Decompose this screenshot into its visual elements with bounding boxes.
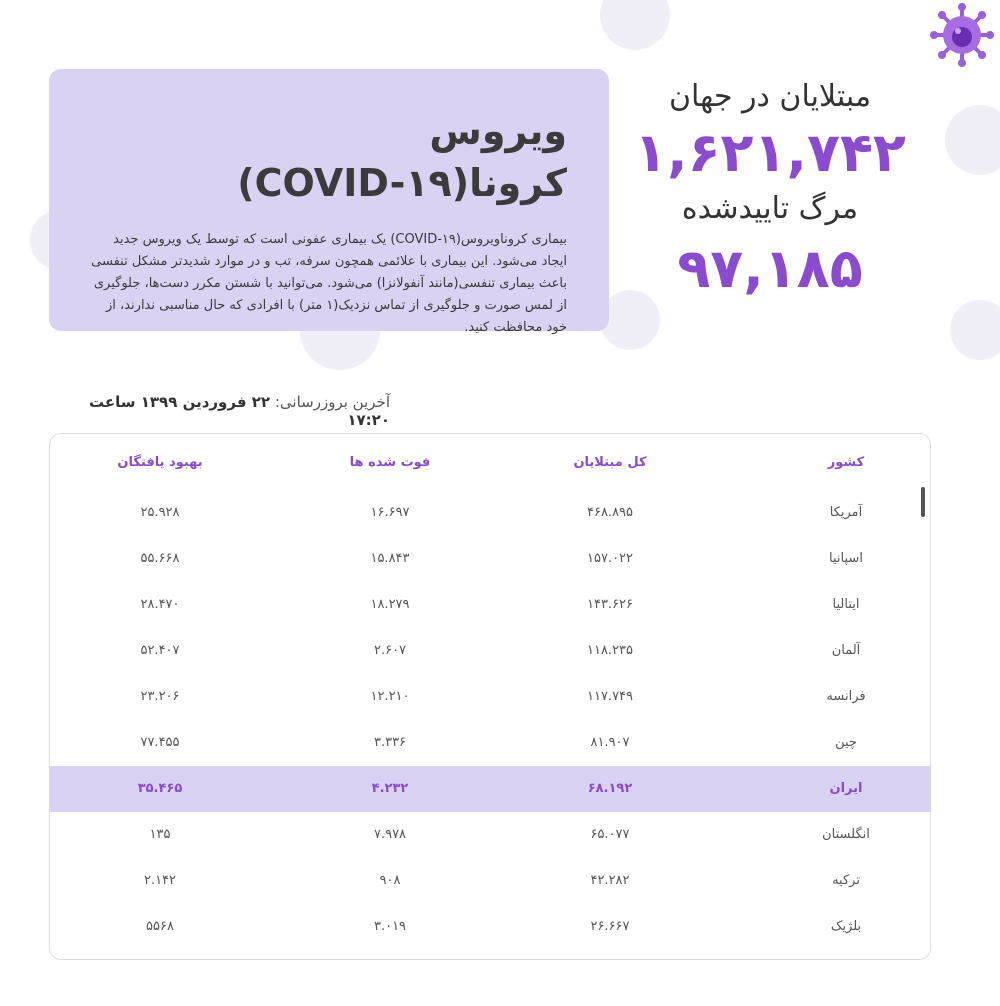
- cell-country: ایران: [829, 781, 863, 796]
- table-row: [50, 536, 930, 582]
- cell-total: ۱۱۷.۷۴۹: [586, 689, 634, 704]
- cell-country: فرانسه: [826, 689, 866, 704]
- table-row: [50, 674, 930, 720]
- cell-recovered: ۵۵۶۸: [146, 919, 174, 934]
- deaths-value: ۹۷,۱۸۵: [677, 237, 863, 300]
- cell-country: اسپانیا: [829, 551, 863, 566]
- cell-total: ۴۲.۲۸۲: [590, 873, 630, 888]
- table-header: [50, 440, 930, 486]
- scrollbar[interactable]: [921, 487, 925, 517]
- cell-deaths: ۳.۳۳۶: [373, 735, 407, 750]
- table-row: [50, 858, 930, 904]
- info-title: ویروس کرونا(COVID-۱۹): [237, 109, 567, 205]
- cell-total: ۱۵۷.۰۲۲: [586, 551, 634, 566]
- cell-deaths: ۱۸.۲۷۹: [370, 597, 410, 612]
- cases-value: ۱,۶۲۱,۷۴۲: [634, 121, 906, 184]
- deaths-label: مرگ تاییدشده: [681, 191, 859, 226]
- cell-recovered: ۲۳.۲۰۶: [140, 689, 180, 704]
- cell-deaths: ۳.۰۱۹: [373, 919, 407, 934]
- cell-recovered: ۲۸.۴۷۰: [140, 597, 180, 612]
- cell-deaths: ۹۰۸: [379, 873, 401, 888]
- cell-recovered: ۱۳۵: [149, 827, 171, 842]
- last-update-value: ۲۲ فروردین ۱۳۹۹ ساعت ۱۷:۲۰: [89, 393, 390, 429]
- cell-country: ترکیه: [832, 873, 860, 888]
- cell-recovered: ۲۵.۹۲۸: [140, 505, 180, 520]
- stats-panel: [620, 75, 920, 303]
- header-country: کشور: [827, 455, 865, 470]
- cell-deaths: ۱۶.۶۹۷: [370, 505, 410, 520]
- cell-deaths: ۴.۲۳۲: [371, 781, 409, 796]
- header-deaths: فوت شده ها: [349, 455, 431, 470]
- table-row: [50, 720, 930, 766]
- cell-deaths: ۱۲.۲۱۰: [370, 689, 410, 704]
- cell-recovered: ۵۲.۴۰۷: [140, 643, 180, 658]
- cell-recovered: ۵۵.۶۶۸: [140, 551, 180, 566]
- cell-country: انگلستان: [822, 827, 870, 842]
- cell-deaths: ۲.۶۰۷: [373, 643, 407, 658]
- cell-recovered: ۷۷.۴۵۵: [140, 735, 180, 750]
- cell-deaths: ۷.۹۷۸: [373, 827, 407, 842]
- stats-table: [49, 433, 931, 960]
- table-row: [50, 628, 930, 674]
- info-text: بیماری کروناویروس(COVID-۱۹) یک بیماری عفونی است که توسط یک ویروس جدید ایجاد می‌شود. این بیماری با علائمی همچون سرفه، تب و در موارد شدیدتر مشکل تنفسی باعث بیماری تنفسی(مانند آنفولانزا) می‌شود. می‌توانید با شستن مکرر دست‌ها، جلوگیری از لمس صورت و جلوگیری از تماس نزدیک(۱ متر) با افرادی که حال مناسبی ندارند، از خود محافظت کنید.: [91, 232, 567, 335]
- table-row: [50, 766, 930, 812]
- header-recovered: بهبود یافتگان: [117, 455, 203, 470]
- last-update: [50, 393, 390, 429]
- cell-deaths: ۱۵.۸۴۳: [370, 551, 410, 566]
- cell-total: ۶۸.۱۹۲: [587, 781, 633, 796]
- table-row: [50, 812, 930, 858]
- cell-country: آمریکا: [829, 505, 863, 520]
- cell-recovered: ۳۵.۴۶۵: [137, 781, 183, 796]
- cell-total: ۴۶۸.۸۹۵: [586, 505, 634, 520]
- cell-total: ۱۱۸.۲۳۵: [586, 643, 634, 658]
- table-row: [50, 490, 930, 536]
- cell-total: ۸۱.۹۰۷: [590, 735, 630, 750]
- cell-country: ایتالیا: [832, 597, 860, 612]
- cell-total: ۲۶.۶۶۷: [590, 919, 630, 934]
- header-total: کل مبتلایان: [573, 455, 647, 470]
- table-row: [50, 582, 930, 628]
- cell-total: ۶۵.۰۷۷: [590, 827, 630, 842]
- cell-country: چین: [835, 735, 857, 750]
- virus-icon: [930, 3, 994, 67]
- cell-total: ۱۴۳.۶۲۶: [586, 597, 634, 612]
- cell-country: آلمان: [831, 643, 861, 658]
- cases-label: مبتلایان در جهان: [668, 79, 872, 114]
- info-card: [49, 69, 609, 335]
- last-update-label: آخرین بروزرسانی:: [274, 393, 390, 411]
- cell-recovered: ۲.۱۴۲: [143, 873, 177, 888]
- table-row: [50, 904, 930, 950]
- cell-country: بلژیک: [830, 919, 862, 934]
